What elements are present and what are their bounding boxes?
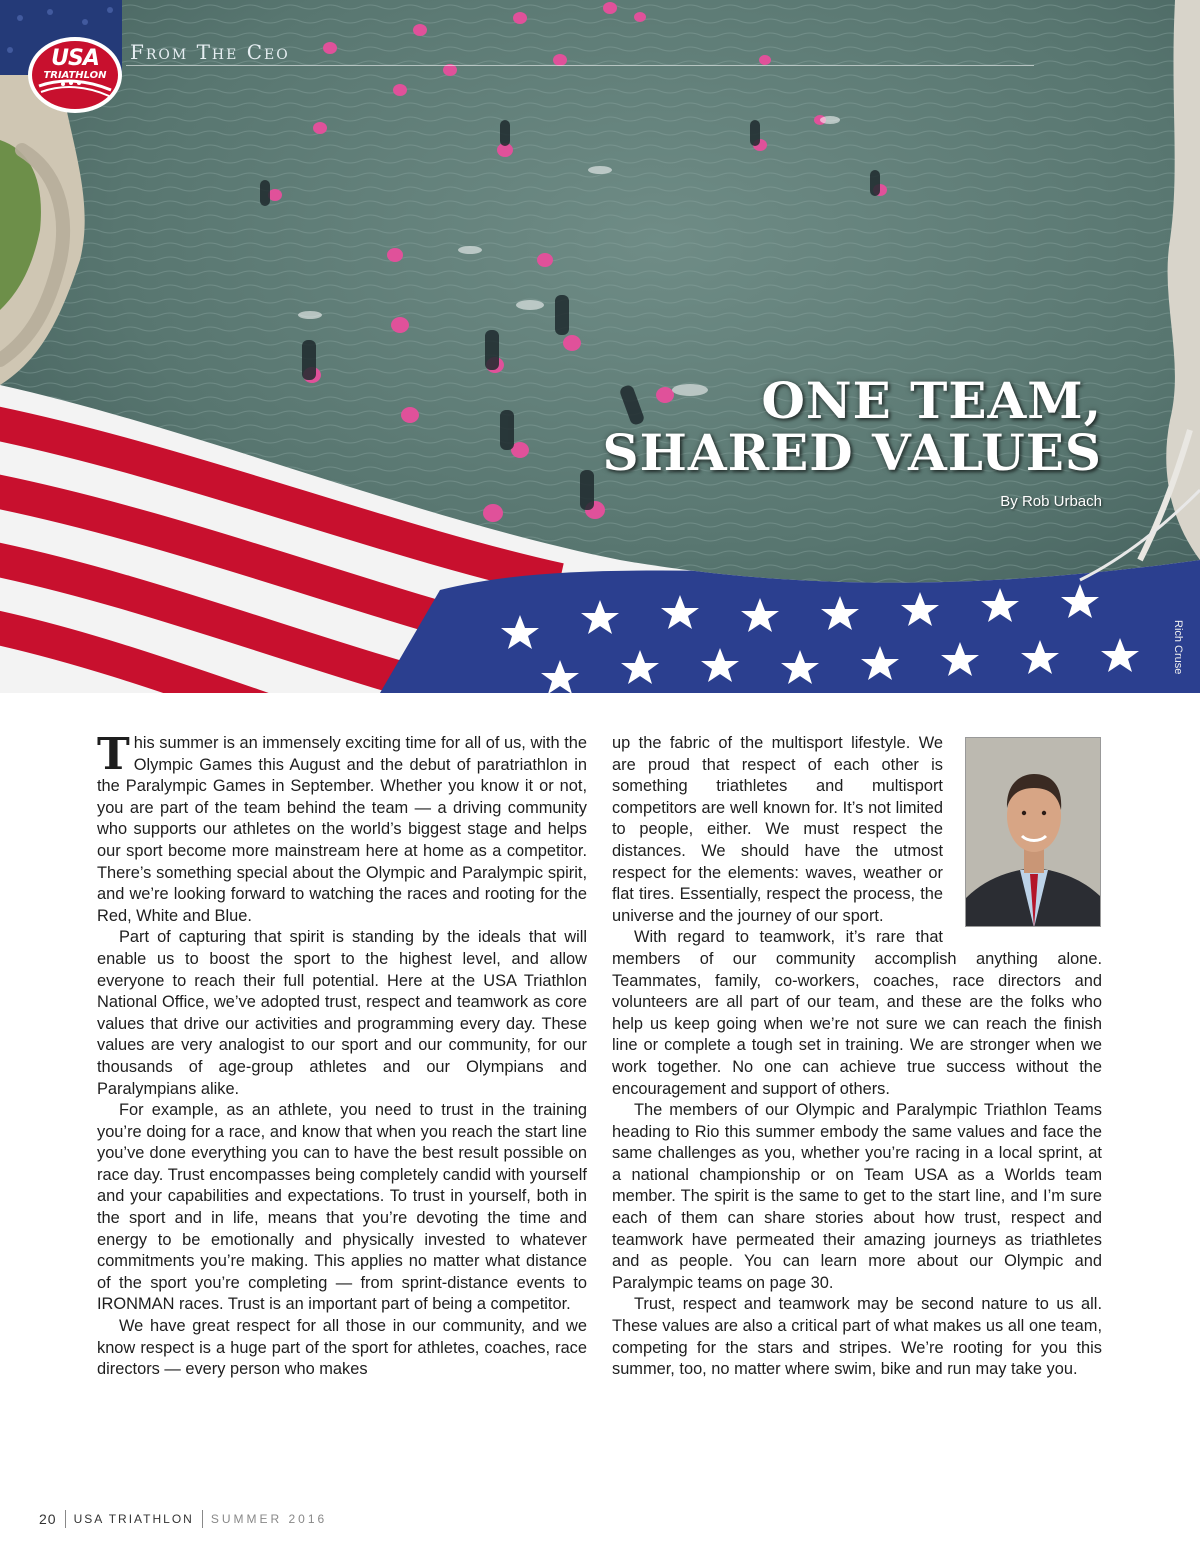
author-portrait xyxy=(965,737,1101,927)
article-column-right xyxy=(612,733,1102,1381)
photo-credit: Rich Cruse xyxy=(1172,620,1184,675)
author-photo-icon xyxy=(966,738,1101,927)
section-label: From The Ceo xyxy=(130,40,290,64)
headline-line-2: SHARED VALUES xyxy=(602,423,1102,482)
swim-start-illustration xyxy=(0,0,1200,693)
paragraph: up the fabric of the multisport lifestyle. We are proud that respect of each other is something triathletes and multisport competitors are well known for. It’s not limited to people, either. We must respect the distances. We should have the utmost respect for the elements: waves, weather or flat tires. Essentially, respect the process, the universe and the journey of our sport. xyxy=(612,734,943,925)
paragraph: With regard to teamwork, it’s rare that members of our community accomplish anything alone. Teammates, family, co-workers, coaches, race directors and volunteers are all part of our team, and these are the folks who help us keep going when we’re not sure we can reach the finish line or complete a tough set in training. We are stronger when we work together. No one can achieve true success without the encouragement and support of others. xyxy=(612,928,1102,1098)
paragraph xyxy=(97,729,587,927)
footer-divider xyxy=(65,1510,66,1528)
page-number: 20 xyxy=(39,1511,57,1527)
article-headline xyxy=(602,371,1102,482)
paragraph: We have great respect for all those in our community, and we know respect is a huge part of the sport for athletes, coaches, race directors — every person who makes xyxy=(97,1317,587,1379)
header-rule xyxy=(126,65,1034,66)
usa-triathlon-logo[interactable] xyxy=(27,36,123,114)
paragraph: The members of our Olympic and Paralympic Triathlon Teams heading to Rio this summer embody the same values and face the same challenges as you, whether you’re racing in a local sprint, at a national championship or on Team USA as a Worlds team member. The spirit is the same to get to the start line, and I’m sure each of them can share stories about how trust, respect and teamwork have permeated their amazing journeys as triathletes and as people. You can learn more about our Olympic and Paralympic teams on page 30. xyxy=(612,1101,1102,1292)
magazine-name: USA TRIATHLON xyxy=(73,1512,194,1526)
page-footer xyxy=(39,1510,327,1528)
footer-divider xyxy=(202,1510,203,1528)
logo-usa-text: USA xyxy=(51,46,99,71)
article-column-left xyxy=(97,729,587,1381)
paragraph-text: his summer is an immensely exciting time for all of us, with the Olympic Games this August and the debut of paratriathlon in the Paralympic Games in September. Whether you know it or not, you are part of the team behind the team — a driving community who supports our athletes on the world’s biggest stage and helps our sport become more mainstream here at home as a competitor. There’s something special about the Olympic and Paralympic spirit, and we’re looking forward to watching the races and rooting for the Red, White and Blue. xyxy=(97,734,587,925)
paragraph: For example, as an athlete, you need to trust in the training you’re doing for a race, and know that when you reach the start line you’ve done everything you can to have the best result possible on race day. Trust encompasses being completely candid with yourself and your capabilities and expectations. To trust in yourself, both in the sport and in life, means that you’re devoting the time and energy to be emotionally and physically invested to whatever commitments you’re making. This applies no matter what distance of the sport you’re completing — from sprint-distance events to IRONMAN races. Trust is an important part of being a competitor. xyxy=(97,1101,587,1314)
hero-photo xyxy=(0,0,1200,693)
headline-line-1: ONE TEAM, xyxy=(761,371,1102,430)
paragraph: Trust, respect and teamwork may be second nature to us all. These values are also a critical part of what makes us all one team, competing for the stars and stripes. We’re rooting for you this summer, too, no matter where swim, bike and run may take you. xyxy=(612,1295,1102,1379)
byline: By Rob Urbach xyxy=(1000,493,1102,510)
logo-triathlon-text: TRIATHLON xyxy=(43,70,107,81)
drop-cap: T xyxy=(97,729,130,780)
issue-date: SUMMER 2016 xyxy=(210,1512,328,1526)
paragraph: Part of capturing that spirit is standing by the ideals that will enable us to boost the sport to the highest level, and allow everyone to reach their full potential. Here at the USA Triathlon National Office, we’ve adopted trust, respect and teamwork as core values that drive our activities and programming every day. These values are very analogist to our sport and our community, for our thousands of age-group athletes and our Olympians and Paralympians alike. xyxy=(97,928,587,1098)
